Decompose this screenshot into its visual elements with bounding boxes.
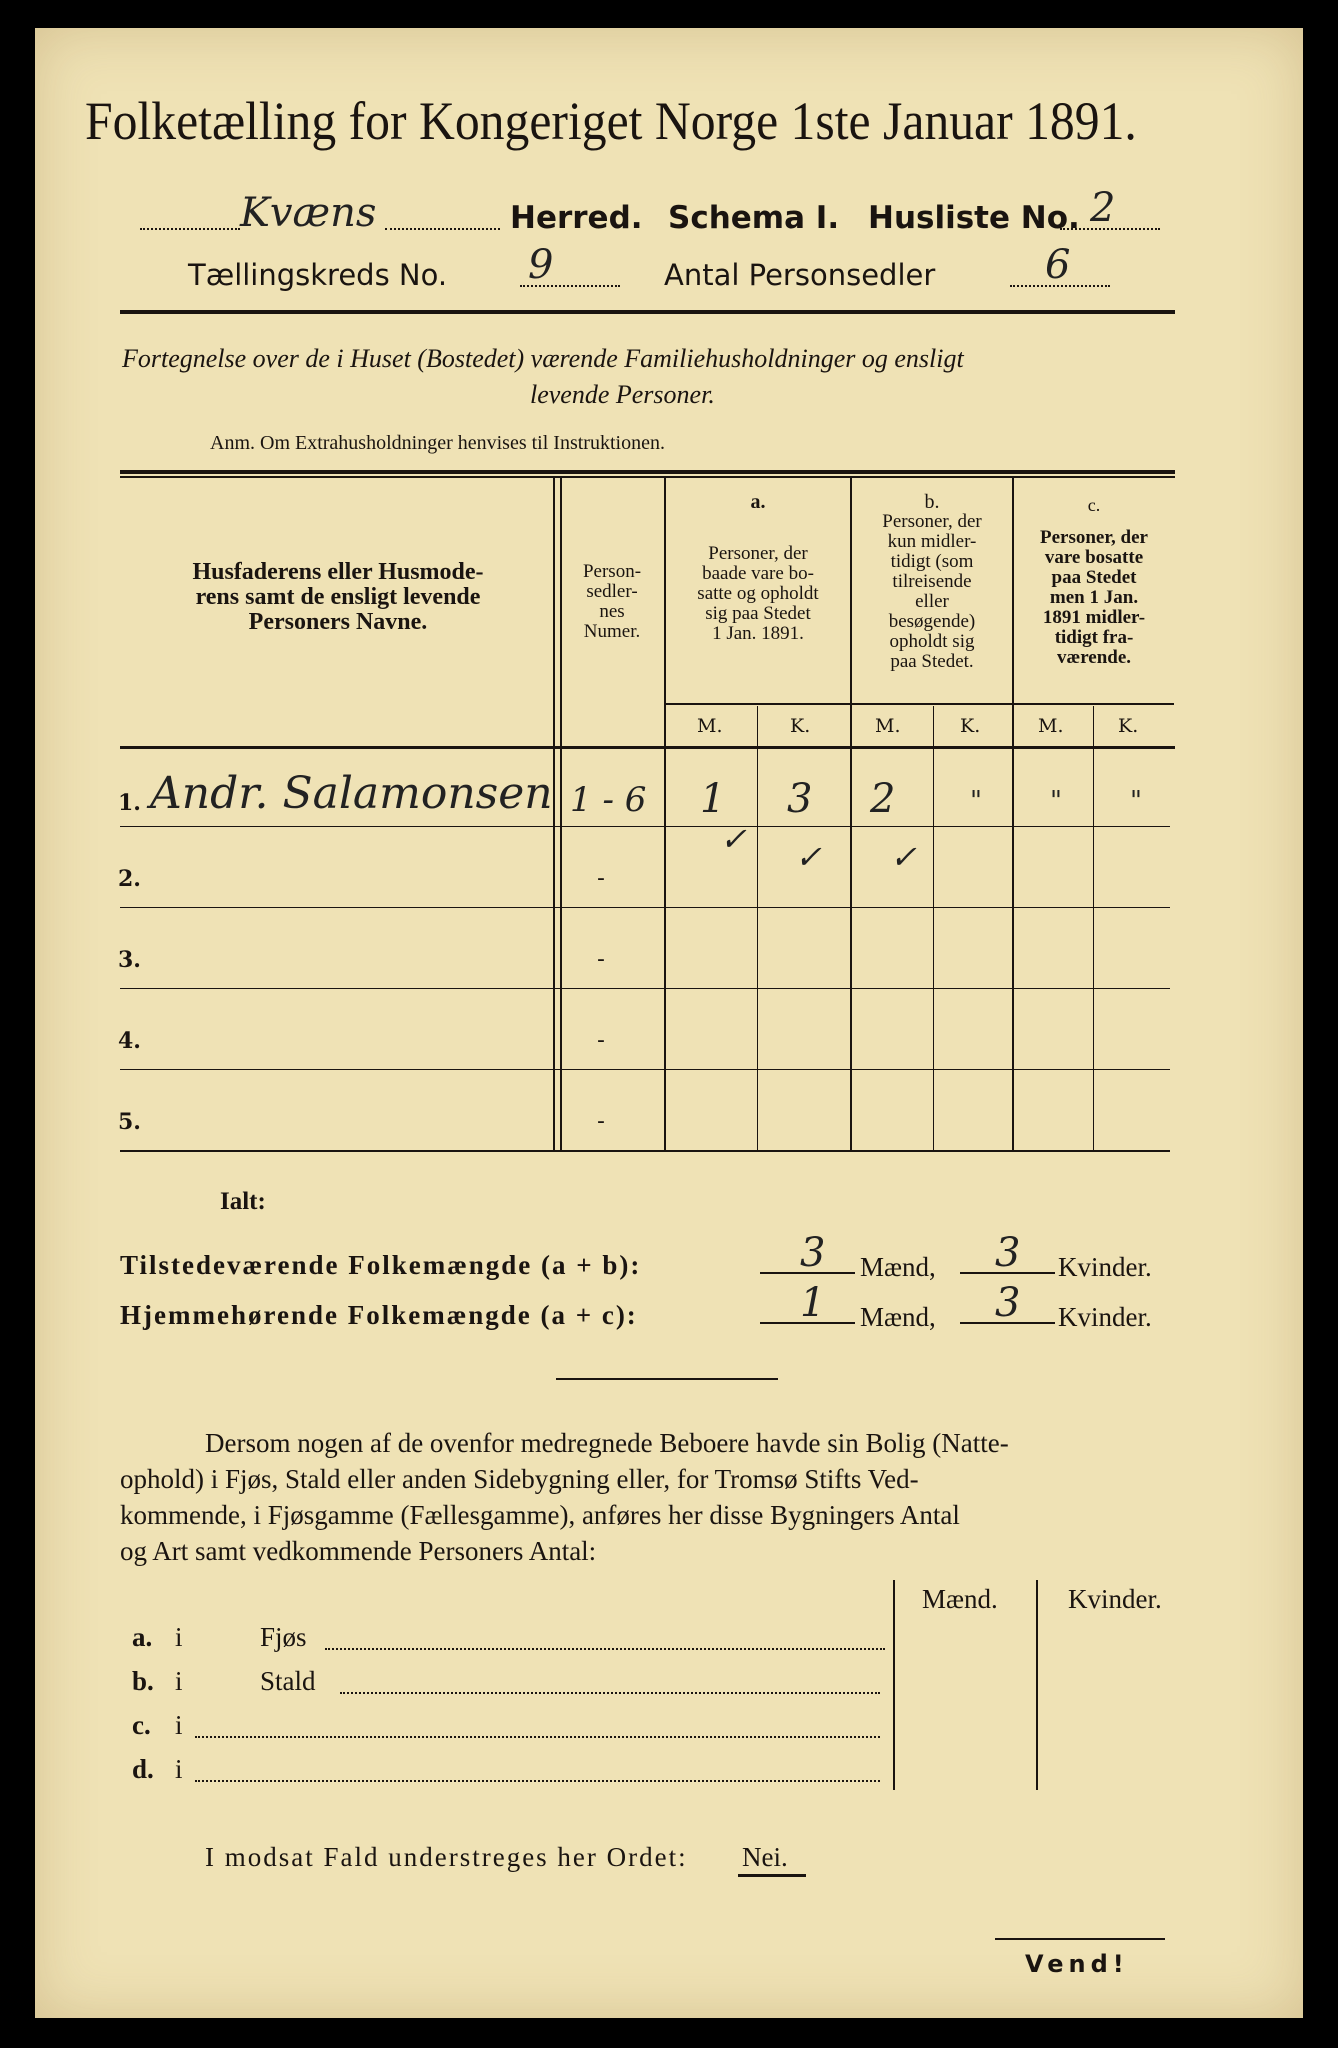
col-c-letter: c. xyxy=(1087,495,1101,515)
table-top-rule-2 xyxy=(120,476,1175,478)
b-m-value: 2 xyxy=(870,776,896,822)
b-k-label: K. xyxy=(960,715,981,737)
row-rule-3 xyxy=(120,988,1170,989)
husliste-dots xyxy=(1060,228,1160,230)
c-k-value: " xyxy=(1130,786,1142,816)
col-b-line: eller xyxy=(915,590,949,612)
intro-line2: levende Personer. xyxy=(530,380,715,409)
mk-rule xyxy=(664,703,1174,705)
hjemme-maend: Mænd, xyxy=(860,1302,936,1332)
col-b-line: besøgende) xyxy=(888,610,976,632)
b-m-label: M. xyxy=(875,715,901,737)
building-i: i xyxy=(175,1622,183,1652)
kreds-label: Tællingskreds No. xyxy=(188,258,448,292)
b-k-value: " xyxy=(970,786,982,816)
buildings-col-maend: Mænd. xyxy=(922,1584,998,1614)
c-k-label: K. xyxy=(1118,715,1139,737)
col-a-header xyxy=(666,544,850,644)
building-dots xyxy=(325,1648,885,1650)
ialt-label: Ialt: xyxy=(220,1188,266,1215)
vline-a-mk xyxy=(757,706,758,1151)
nei-word: Nei. xyxy=(742,1842,788,1872)
section-divider xyxy=(556,1378,778,1380)
building-dots xyxy=(195,1736,880,1738)
herred-value: Kvæns xyxy=(240,190,377,236)
buildings-para-4: og Art samt vedkommende Personers Antal: xyxy=(120,1536,597,1566)
anm-note: Anm. Om Extrahusholdninger henvises til Instruktionen. xyxy=(210,432,665,454)
col-a-letter: a. xyxy=(750,491,766,513)
col-b-letter: b. xyxy=(924,491,940,513)
row-rule-4 xyxy=(120,1069,1170,1070)
col-a-line: 1 Jan. 1891. xyxy=(712,622,804,644)
person-number: - xyxy=(597,1028,605,1053)
col-c-line: men 1 Jan. xyxy=(1049,586,1139,608)
buildings-para-1: Dersom nogen af de ovenfor medregnede Beboere havde sin Bolig (Natte- xyxy=(205,1428,1009,1458)
hjemme-k-value: 3 xyxy=(995,1280,1021,1326)
col-b-line: Personer, der xyxy=(882,511,982,532)
buildings-para-3: kommende, i Fjøsgamme (Fællesgamme), anføres her disse Bygningers Antal xyxy=(120,1500,960,1530)
row-number: 3. xyxy=(118,947,141,973)
schema-label: Schema I. xyxy=(668,200,840,236)
col-num-line: sedler- xyxy=(586,580,638,602)
col-num-header xyxy=(560,562,664,642)
table-top-rule xyxy=(120,470,1175,474)
row-number: 1. xyxy=(118,790,141,816)
intro-line1: Fortegnelse over de i Huset (Bostedet) værende Familiehusholdninger og ensligt xyxy=(122,344,964,373)
table-header-bottom-rule xyxy=(120,746,1175,749)
col-b-line: tidigt (som xyxy=(890,550,974,572)
kreds-dots xyxy=(520,285,620,287)
col-c-line: 1891 midler- xyxy=(1042,606,1146,628)
building-dots xyxy=(340,1692,880,1694)
col-a-line: baade vare bo- xyxy=(702,562,814,584)
col-b-line: paa Stedet. xyxy=(890,650,974,672)
person-number: - xyxy=(597,947,605,972)
building-letter: c. xyxy=(132,1710,151,1740)
c-m-label: M. xyxy=(1038,715,1064,737)
col-c-line: værende. xyxy=(1056,646,1132,668)
vend-label: Vend! xyxy=(1025,1950,1129,1978)
person-number: - xyxy=(597,866,605,891)
husliste-value: 2 xyxy=(1090,185,1116,231)
c-m-value: " xyxy=(1050,786,1062,816)
col-name-line: Husfaderens eller Husmode- xyxy=(192,559,484,585)
household-head-name: Andr. Salamonsen xyxy=(150,768,553,819)
kreds-value: 9 xyxy=(528,242,554,288)
buildings-vline-1 xyxy=(893,1580,895,1790)
a-m-label: M. xyxy=(697,715,723,737)
col-c-line: paa Stedet xyxy=(1051,566,1137,588)
header-rule xyxy=(120,310,1175,314)
col-num-line: Person- xyxy=(582,561,642,582)
hjemme-m-value: 1 xyxy=(800,1280,826,1326)
hjemme-label: Hjemmehørende Folkemængde (a + c): xyxy=(120,1300,638,1330)
antal-value: 6 xyxy=(1045,242,1071,288)
col-name-header xyxy=(128,560,548,636)
vend-rule xyxy=(995,1938,1165,1940)
row-number: 4. xyxy=(118,1028,141,1054)
building-label-fjos: Fjøs xyxy=(260,1622,307,1652)
a-m-value: 1 xyxy=(700,776,726,822)
col-a-line: satte og opholdt xyxy=(697,582,819,604)
check-mark: ✓ xyxy=(890,838,917,876)
building-letter: a. xyxy=(132,1622,153,1652)
tilstede-maend: Mænd, xyxy=(860,1252,936,1282)
col-name-line: Personers Navne. xyxy=(248,609,428,636)
nei-underline xyxy=(738,1874,806,1877)
tilstede-k-value: 3 xyxy=(995,1230,1021,1276)
col-b-line: kun midler- xyxy=(887,530,977,552)
building-letter: b. xyxy=(132,1666,154,1696)
col-c-line: tidigt fra- xyxy=(1054,626,1134,648)
antal-label: Antal Personsedler xyxy=(664,258,936,292)
building-letter: d. xyxy=(132,1754,154,1784)
check-mark: ✓ xyxy=(720,820,747,858)
herred-dots-2 xyxy=(385,228,500,230)
row-number: 2. xyxy=(118,866,141,892)
col-c-header xyxy=(1014,528,1174,668)
building-i: i xyxy=(175,1754,183,1784)
col-a-line: Personer, der xyxy=(708,543,808,564)
tilstede-m-value: 3 xyxy=(800,1230,826,1276)
col-num-line: Numer. xyxy=(583,620,641,642)
col-name-line: rens samt de ensligt levende xyxy=(195,584,481,611)
antal-dots xyxy=(1010,285,1110,287)
building-i: i xyxy=(175,1666,183,1696)
col-num-line: nes xyxy=(599,600,625,622)
col-a-line: sig paa Stedet xyxy=(705,602,811,624)
col-b-line: opholdt sig xyxy=(889,630,975,652)
row-number: 5. xyxy=(118,1109,141,1135)
check-mark: ✓ xyxy=(795,838,822,876)
buildings-para-2: ophold) i Fjøs, Stald eller anden Sidebygning eller, for Tromsø Stifts Ved- xyxy=(120,1464,919,1494)
form-title: Folketælling for Kongeriget Norge 1ste Januar 1891. xyxy=(85,91,1137,151)
tilstede-label: Tilstedeværende Folkemængde (a + b): xyxy=(120,1250,642,1280)
a-k-value: 3 xyxy=(787,776,813,822)
husliste-label: Husliste No. xyxy=(868,200,1080,236)
herred-dots xyxy=(140,228,240,230)
herred-label: Herred. xyxy=(510,200,643,236)
row-rule-2 xyxy=(120,907,1170,908)
vline-c-mk xyxy=(1093,706,1094,1151)
census-form-page xyxy=(35,28,1303,2018)
vline-b-mk xyxy=(933,706,934,1151)
contrary-text: I modsat Fald understreges her Ordet: xyxy=(205,1842,688,1872)
col-b-line: tilreisende xyxy=(892,570,972,592)
vline-1 xyxy=(553,476,555,1151)
person-number: - xyxy=(597,1109,605,1134)
tilstede-kvinder: Kvinder. xyxy=(1058,1252,1152,1282)
building-dots xyxy=(195,1780,880,1782)
buildings-col-kvinder: Kvinder. xyxy=(1068,1584,1162,1614)
col-c-line: Personer, der xyxy=(1040,527,1148,548)
building-label-stald: Stald xyxy=(260,1666,316,1696)
building-i: i xyxy=(175,1710,183,1740)
hjemme-kvinder: Kvinder. xyxy=(1058,1302,1152,1332)
buildings-vline-2 xyxy=(1036,1580,1038,1790)
a-k-label: K. xyxy=(790,715,811,737)
col-c-line: vare bosatte xyxy=(1044,546,1144,568)
col-b-header xyxy=(852,512,1012,672)
person-number-range: 1 - 6 xyxy=(570,780,647,820)
row-rule-1 xyxy=(120,826,1170,827)
